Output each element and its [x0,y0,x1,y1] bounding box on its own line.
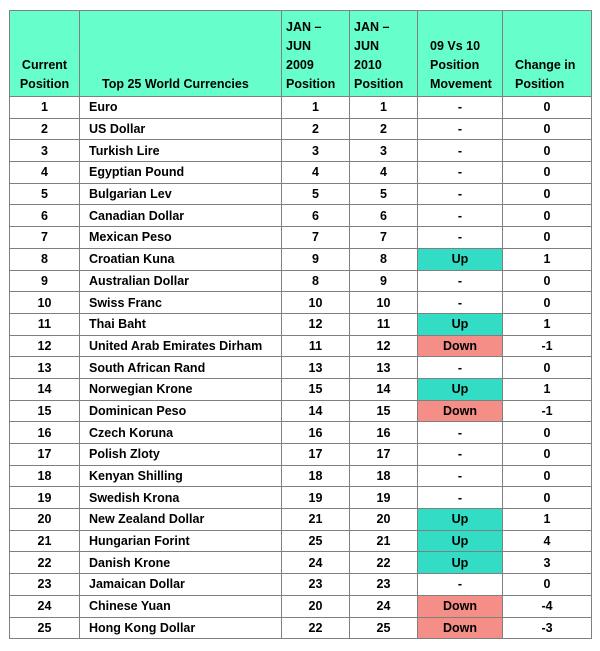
cell-2010-position: 15 [350,400,418,422]
table-row [10,595,592,617]
cell-current-position: 20 [10,509,80,531]
cell-current-position: 8 [10,248,80,270]
cell-current-position: 16 [10,422,80,444]
cell-movement: - [418,357,503,379]
cell-current-position: 5 [10,183,80,205]
cell-change: 0 [503,357,592,379]
header-currency: Top 25 World Currencies [80,11,282,97]
cell-2010-position: 23 [350,574,418,596]
cell-currency-name: Czech Koruna [80,422,282,444]
table-row [10,400,592,422]
cell-2009-position: 18 [282,465,350,487]
cell-change: 0 [503,487,592,509]
cell-movement: - [418,227,503,249]
cell-2010-position: 8 [350,248,418,270]
table-body [10,97,592,639]
cell-change: 0 [503,162,592,184]
cell-current-position: 24 [10,595,80,617]
cell-current-position: 19 [10,487,80,509]
cell-2009-position: 8 [282,270,350,292]
cell-2009-position: 1 [282,97,350,119]
cell-change: -1 [503,335,592,357]
cell-currency-name: Thai Baht [80,313,282,335]
table-row [10,97,592,119]
table-row [10,140,592,162]
currency-table-container [9,10,592,639]
cell-change: 3 [503,552,592,574]
cell-2010-position: 21 [350,530,418,552]
cell-2009-position: 12 [282,313,350,335]
header-change-in-position: Change in Position [503,11,592,97]
cell-currency-name: Turkish Lire [80,140,282,162]
cell-2010-position: 13 [350,357,418,379]
cell-2010-position: 10 [350,292,418,314]
cell-current-position: 9 [10,270,80,292]
cell-2009-position: 15 [282,378,350,400]
cell-current-position: 14 [10,378,80,400]
cell-2010-position: 25 [350,617,418,639]
cell-2010-position: 17 [350,444,418,466]
cell-2010-position: 16 [350,422,418,444]
table-row [10,183,592,205]
cell-change: 0 [503,227,592,249]
cell-currency-name: Hong Kong Dollar [80,617,282,639]
cell-2010-position: 5 [350,183,418,205]
cell-current-position: 1 [10,97,80,119]
cell-movement: - [418,292,503,314]
cell-change: 1 [503,378,592,400]
cell-2010-position: 2 [350,118,418,140]
cell-movement: Down [418,335,503,357]
table-row [10,313,592,335]
cell-currency-name: Euro [80,97,282,119]
cell-movement: Up [418,313,503,335]
cell-2010-position: 12 [350,335,418,357]
cell-movement: - [418,97,503,119]
cell-currency-name: Bulgarian Lev [80,183,282,205]
cell-2009-position: 10 [282,292,350,314]
cell-movement: - [418,270,503,292]
cell-2010-position: 11 [350,313,418,335]
cell-2009-position: 14 [282,400,350,422]
cell-change: -1 [503,400,592,422]
cell-currency-name: Swiss Franc [80,292,282,314]
cell-movement: Up [418,530,503,552]
cell-movement: - [418,574,503,596]
cell-movement: Down [418,595,503,617]
cell-2010-position: 22 [350,552,418,574]
cell-change: 0 [503,292,592,314]
cell-change: 0 [503,97,592,119]
cell-current-position: 4 [10,162,80,184]
cell-2009-position: 4 [282,162,350,184]
cell-current-position: 10 [10,292,80,314]
cell-2009-position: 2 [282,118,350,140]
cell-currency-name: US Dollar [80,118,282,140]
cell-current-position: 3 [10,140,80,162]
cell-currency-name: Hungarian Forint [80,530,282,552]
cell-change: 0 [503,140,592,162]
cell-current-position: 11 [10,313,80,335]
cell-movement: Down [418,400,503,422]
cell-2009-position: 21 [282,509,350,531]
cell-2009-position: 3 [282,140,350,162]
cell-currency-name: Kenyan Shilling [80,465,282,487]
cell-change: 0 [503,270,592,292]
table-row [10,270,592,292]
cell-change: 1 [503,248,592,270]
cell-movement: - [418,162,503,184]
cell-current-position: 2 [10,118,80,140]
currency-ranking-table [9,10,592,639]
cell-currency-name: South African Rand [80,357,282,379]
table-row [10,574,592,596]
cell-movement: Down [418,617,503,639]
table-row [10,552,592,574]
cell-change: 0 [503,118,592,140]
table-row [10,335,592,357]
table-row [10,227,592,249]
cell-2010-position: 14 [350,378,418,400]
cell-2009-position: 5 [282,183,350,205]
table-row [10,357,592,379]
cell-2010-position: 4 [350,162,418,184]
table-row [10,248,592,270]
header-2010-position: JAN – JUN 2010 Position [350,11,418,97]
cell-currency-name: Dominican Peso [80,400,282,422]
cell-2010-position: 7 [350,227,418,249]
cell-change: 0 [503,205,592,227]
cell-2010-position: 18 [350,465,418,487]
cell-currency-name: Egyptian Pound [80,162,282,184]
cell-current-position: 15 [10,400,80,422]
cell-currency-name: Mexican Peso [80,227,282,249]
cell-change: 4 [503,530,592,552]
cell-movement: - [418,140,503,162]
cell-current-position: 23 [10,574,80,596]
cell-2010-position: 20 [350,509,418,531]
cell-change: 0 [503,444,592,466]
cell-change: 0 [503,574,592,596]
cell-2009-position: 13 [282,357,350,379]
cell-current-position: 25 [10,617,80,639]
cell-currency-name: Chinese Yuan [80,595,282,617]
cell-movement: - [418,444,503,466]
cell-movement: - [418,422,503,444]
cell-movement: Up [418,378,503,400]
table-row [10,617,592,639]
cell-2009-position: 24 [282,552,350,574]
cell-2009-position: 9 [282,248,350,270]
table-row [10,509,592,531]
cell-currency-name: Swedish Krona [80,487,282,509]
table-row [10,162,592,184]
table-row [10,118,592,140]
cell-movement: - [418,205,503,227]
cell-movement: - [418,487,503,509]
table-row [10,292,592,314]
cell-change: -4 [503,595,592,617]
cell-currency-name: Jamaican Dollar [80,574,282,596]
cell-currency-name: United Arab Emirates Dirham [80,335,282,357]
cell-currency-name: Canadian Dollar [80,205,282,227]
cell-2010-position: 1 [350,97,418,119]
cell-2010-position: 3 [350,140,418,162]
cell-current-position: 6 [10,205,80,227]
header-row [10,11,592,97]
cell-current-position: 17 [10,444,80,466]
cell-2009-position: 20 [282,595,350,617]
cell-change: 0 [503,422,592,444]
cell-2009-position: 17 [282,444,350,466]
cell-movement: Up [418,248,503,270]
table-row [10,465,592,487]
cell-current-position: 21 [10,530,80,552]
header-position-movement: 09 Vs 10 Position Movement [418,11,503,97]
cell-movement: Up [418,509,503,531]
cell-2010-position: 24 [350,595,418,617]
table-row [10,444,592,466]
table-row [10,530,592,552]
cell-2009-position: 11 [282,335,350,357]
table-row [10,422,592,444]
cell-change: 0 [503,465,592,487]
cell-movement: - [418,465,503,487]
cell-2009-position: 22 [282,617,350,639]
cell-movement: - [418,183,503,205]
cell-2010-position: 19 [350,487,418,509]
cell-currency-name: Croatian Kuna [80,248,282,270]
cell-2009-position: 16 [282,422,350,444]
cell-2009-position: 7 [282,227,350,249]
cell-2009-position: 23 [282,574,350,596]
cell-2009-position: 19 [282,487,350,509]
cell-2010-position: 6 [350,205,418,227]
table-row [10,205,592,227]
cell-current-position: 12 [10,335,80,357]
cell-current-position: 13 [10,357,80,379]
header-2009-position: JAN – JUN 2009 Position [282,11,350,97]
cell-current-position: 18 [10,465,80,487]
cell-currency-name: Norwegian Krone [80,378,282,400]
cell-currency-name: Australian Dollar [80,270,282,292]
cell-movement: Up [418,552,503,574]
cell-currency-name: New Zealand Dollar [80,509,282,531]
cell-2009-position: 25 [282,530,350,552]
cell-movement: - [418,118,503,140]
cell-change: 0 [503,183,592,205]
table-row [10,378,592,400]
cell-current-position: 22 [10,552,80,574]
header-current-position: Current Position [10,11,80,97]
cell-change: 1 [503,509,592,531]
cell-change: 1 [503,313,592,335]
table-row [10,487,592,509]
cell-current-position: 7 [10,227,80,249]
cell-currency-name: Polish Zloty [80,444,282,466]
cell-change: -3 [503,617,592,639]
cell-currency-name: Danish Krone [80,552,282,574]
cell-2009-position: 6 [282,205,350,227]
cell-2010-position: 9 [350,270,418,292]
